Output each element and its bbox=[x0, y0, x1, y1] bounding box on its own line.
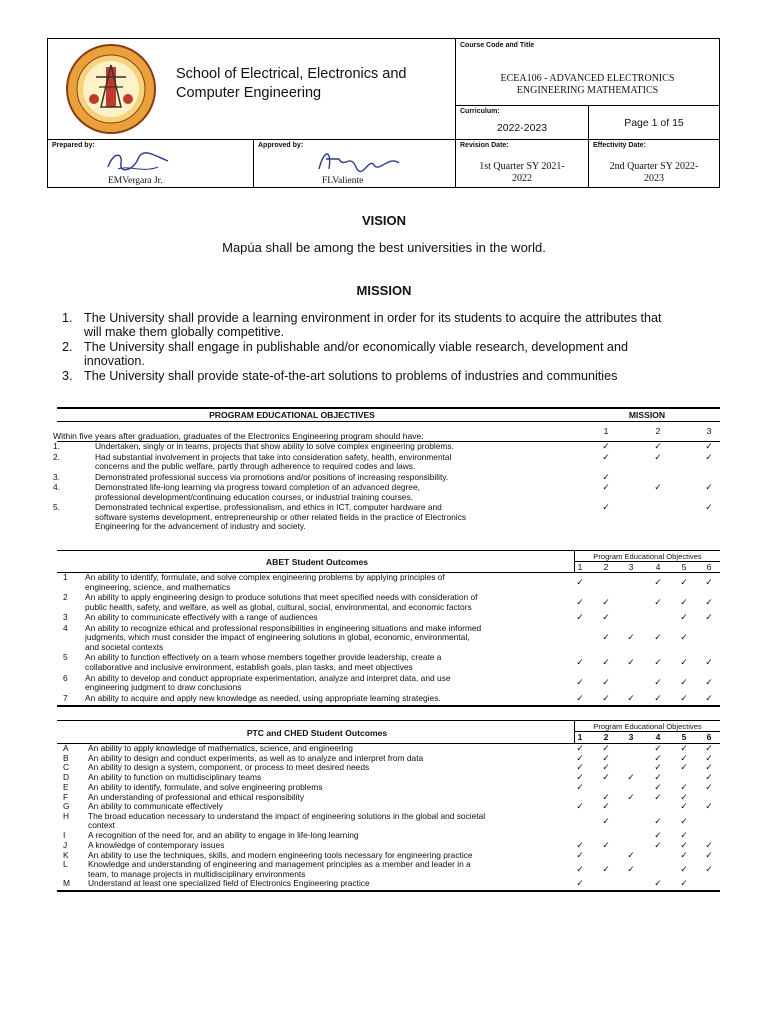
table-bottom-rule bbox=[57, 890, 720, 892]
peo-row-number: 1. bbox=[53, 441, 60, 451]
mission-item-number: 3. bbox=[62, 369, 73, 383]
outcome-row-label: B bbox=[63, 752, 69, 763]
check-icon: ✓ bbox=[680, 576, 688, 587]
peo-col-header: 5 bbox=[681, 562, 687, 572]
school-seal-logo bbox=[56, 41, 166, 137]
outcome-row bbox=[57, 593, 720, 612]
outcome-row-text: collaborative and inclusive environment, establish goals, plan tasks, and meet objectives bbox=[85, 661, 413, 672]
peo-row-text: software systems development, entrepreneurship or other related fields in the practice of Electronics bbox=[95, 511, 467, 522]
outcome-row-text: Understand at least one specialized field of Electronics Engineering practice bbox=[88, 878, 370, 889]
outcome-row-text: An ability to communicate effectively with a range of audiences bbox=[85, 612, 318, 623]
check-icon: ✓ bbox=[576, 692, 584, 703]
check-icon: ✓ bbox=[602, 632, 610, 643]
outcome-row-text: An ability to acquire and apply new knowledge as needed, using appropriate learning strategies. bbox=[85, 692, 441, 703]
check-icon: ✓ bbox=[680, 692, 688, 703]
outcome-row-text: engineering judgment to draw conclusions bbox=[85, 682, 242, 693]
check-icon: ✓ bbox=[705, 801, 713, 812]
outcome-row-text: judgments, which must consider the impact of engineering solutions in global, economic, environmental, bbox=[85, 632, 470, 643]
outcome-row-label: J bbox=[63, 839, 68, 850]
table-top-rule bbox=[57, 720, 720, 721]
check-icon: ✓ bbox=[705, 849, 713, 860]
approved-signature bbox=[314, 147, 404, 177]
peo-col-header: 4 bbox=[655, 562, 661, 572]
outcome-row-label: M bbox=[63, 878, 70, 889]
check-icon: ✓ bbox=[576, 849, 584, 860]
outcome-row-label: I bbox=[63, 830, 66, 841]
mission-item bbox=[62, 311, 722, 339]
curriculum-label: Curriculum: bbox=[460, 108, 500, 115]
check-icon: ✓ bbox=[680, 752, 688, 763]
peo-row-text: Demonstrated professional success via promotions and/or positions of increasing responsibility. bbox=[95, 471, 449, 482]
outcome-row-text: public health, safety, and welfare, as well as global, cultural, social, environmental, and economic factors bbox=[85, 601, 472, 612]
outcome-row-label: F bbox=[63, 791, 69, 802]
peo-title: PROGRAM EDUCATIONAL OBJECTIVES bbox=[209, 410, 375, 420]
peo-col-header: 1 bbox=[577, 732, 583, 742]
check-icon: ✓ bbox=[576, 863, 584, 874]
check-icon: ✓ bbox=[680, 878, 688, 889]
ptc-title: PTC and CHED Student Outcomes bbox=[246, 728, 388, 738]
peo-row-number: 4. bbox=[53, 482, 60, 492]
ptc-table bbox=[57, 720, 720, 900]
check-icon: ✓ bbox=[705, 451, 713, 462]
outcome-row bbox=[57, 573, 720, 592]
check-icon: ✓ bbox=[627, 692, 635, 703]
check-icon: ✓ bbox=[654, 632, 662, 643]
peo-header: Program Educational Objectives bbox=[593, 722, 702, 731]
outcome-row-label: G bbox=[63, 801, 70, 812]
outcome-row-text: and societal contexts bbox=[85, 641, 164, 652]
effectivity-date-line-2: 2023 bbox=[644, 173, 664, 184]
check-icon: ✓ bbox=[705, 781, 713, 792]
check-icon: ✓ bbox=[602, 596, 610, 607]
check-icon: ✓ bbox=[705, 772, 713, 783]
school-name bbox=[176, 65, 456, 103]
outcome-row-text: An ability to identify, formulate, and solve complex engineering problems by applying principles of bbox=[85, 572, 445, 582]
outcome-row-label: C bbox=[63, 762, 70, 773]
outcome-row bbox=[57, 694, 720, 704]
outcome-row-text: context bbox=[88, 820, 116, 831]
check-icon: ✓ bbox=[602, 471, 610, 482]
peo-row-number: 3. bbox=[53, 471, 60, 482]
check-icon: ✓ bbox=[627, 791, 635, 802]
check-icon: ✓ bbox=[654, 781, 662, 792]
check-icon: ✓ bbox=[602, 863, 610, 874]
outcome-row bbox=[57, 783, 720, 793]
check-icon: ✓ bbox=[576, 657, 584, 668]
prepared-by-name: EMVergara Jr. bbox=[108, 176, 163, 186]
document-header bbox=[47, 38, 720, 188]
outcome-row-label: D bbox=[63, 772, 70, 783]
check-icon: ✓ bbox=[654, 441, 662, 451]
check-icon: ✓ bbox=[576, 781, 584, 792]
check-icon: ✓ bbox=[576, 762, 584, 773]
mission-item bbox=[62, 340, 722, 368]
outcome-row-text: An ability to design a system, component, or process to meet desired needs bbox=[88, 762, 370, 773]
course-title-line-2: ENGINEERING MATHEMATICS bbox=[516, 85, 659, 96]
check-icon: ✓ bbox=[654, 815, 662, 826]
outcome-row-label: K bbox=[63, 849, 69, 860]
outcome-row-text: An ability to function on multidisciplinary teams bbox=[88, 772, 262, 783]
check-icon: ✓ bbox=[602, 612, 610, 623]
check-icon: ✓ bbox=[680, 612, 688, 623]
mission-item-line-2: innovation. bbox=[84, 354, 145, 368]
peo-row-text: Undertaken, singly or in teams, projects that show ability to solve complex engineering problems. bbox=[95, 441, 454, 451]
check-icon: ✓ bbox=[705, 743, 713, 753]
logo-cell bbox=[48, 39, 173, 139]
outcome-row-label: 7 bbox=[63, 692, 68, 703]
course-title-line-1: ECEA106 - ADVANCED ELECTRONICS bbox=[500, 73, 675, 84]
revision-date-value bbox=[456, 161, 588, 185]
peo-row-text: Had substantial involvement in projects that take into consideration safety, health, environmental bbox=[95, 451, 452, 462]
outcome-row-label: L bbox=[63, 859, 68, 870]
peo-row-text: Demonstrated life-long learning via progress toward completion of an advanced degree, bbox=[95, 482, 420, 492]
school-name-line-1: School of Electrical, Electronics and bbox=[176, 66, 407, 82]
check-icon: ✓ bbox=[627, 849, 635, 860]
mission-item-line-1: The University shall provide a learning environment in order for its students to acquire the attributes that bbox=[84, 311, 662, 325]
check-icon: ✓ bbox=[576, 596, 584, 607]
revision-date-line-2: 2022 bbox=[512, 173, 532, 184]
outcome-row-text: engineering, science, and mathematics bbox=[85, 581, 231, 592]
mission-item-line-1: The University shall engage in publishable and/or economically viable research, development and bbox=[84, 340, 628, 354]
table-top-rule bbox=[57, 550, 720, 551]
outcome-row-label: 3 bbox=[63, 612, 68, 623]
check-icon: ✓ bbox=[654, 657, 662, 668]
check-icon: ✓ bbox=[602, 677, 610, 688]
vision-text: Mapúa shall be among the best universities in the world. bbox=[222, 240, 546, 255]
check-icon: ✓ bbox=[654, 692, 662, 703]
peo-intro: Within five years after graduation, graduates of the Electronics Engineering program should have: bbox=[53, 431, 424, 441]
outcome-row-text: Knowledge and understanding of engineering and management principles as a member and leader in a bbox=[88, 859, 471, 870]
outcome-row-text: A recognition of the need for, and an ability to engage in life-long learning bbox=[88, 830, 359, 841]
check-icon: ✓ bbox=[705, 839, 713, 850]
outcome-row bbox=[57, 860, 720, 879]
check-icon: ✓ bbox=[602, 752, 610, 763]
outcome-row-label: 2 bbox=[63, 592, 68, 603]
peo-row bbox=[53, 451, 720, 472]
prepared-signature bbox=[103, 147, 173, 175]
check-icon: ✓ bbox=[680, 863, 688, 874]
check-icon: ✓ bbox=[576, 752, 584, 763]
school-name-line-2: Computer Engineering bbox=[176, 85, 322, 101]
check-icon: ✓ bbox=[576, 839, 584, 850]
check-icon: ✓ bbox=[680, 743, 688, 753]
check-icon: ✓ bbox=[602, 772, 610, 783]
check-icon: ✓ bbox=[602, 441, 610, 451]
outcome-row-label: 1 bbox=[63, 572, 68, 582]
check-icon: ✓ bbox=[576, 677, 584, 688]
check-icon: ✓ bbox=[654, 482, 662, 492]
check-icon: ✓ bbox=[627, 632, 635, 643]
check-icon: ✓ bbox=[627, 863, 635, 874]
check-icon: ✓ bbox=[705, 441, 713, 451]
check-icon: ✓ bbox=[705, 612, 713, 623]
outcome-row-text: An ability to function effectively on a team whose members together provide leadership, create a bbox=[85, 652, 442, 663]
outcome-row-text: An ability to use the techniques, skills, and modern engineering tools necessary for engineering practice bbox=[88, 849, 473, 860]
outcome-row-text: A knowledge of contemporary issues bbox=[88, 839, 225, 850]
abet-table bbox=[57, 550, 720, 710]
check-icon: ✓ bbox=[705, 677, 713, 688]
outcome-row-text: An ability to apply engineering design to produce solutions that meet specified needs with consideration of bbox=[85, 592, 478, 603]
course-code-label: Course Code and Title bbox=[460, 42, 535, 49]
check-icon: ✓ bbox=[576, 801, 584, 812]
check-icon: ✓ bbox=[705, 752, 713, 763]
effectivity-date-label: Effectivity Date: bbox=[593, 142, 646, 149]
table-bottom-rule bbox=[57, 705, 720, 707]
peo-col-header: 5 bbox=[681, 732, 687, 742]
outcome-row-text: An ability to identify, formulate, and solve engineering problems bbox=[88, 781, 323, 792]
outcome-row-label: H bbox=[63, 810, 70, 821]
outcome-row bbox=[57, 653, 720, 672]
check-icon: ✓ bbox=[602, 692, 610, 703]
check-icon: ✓ bbox=[680, 632, 688, 643]
check-icon: ✓ bbox=[602, 743, 610, 753]
peo-row-text: professional development/continuing education courses, or industrial training courses. bbox=[95, 491, 413, 502]
peo-col-header: 2 bbox=[603, 562, 609, 572]
check-icon: ✓ bbox=[654, 752, 662, 763]
check-icon: ✓ bbox=[654, 451, 662, 462]
check-icon: ✓ bbox=[654, 576, 662, 587]
check-icon: ✓ bbox=[654, 791, 662, 802]
peo-col-header: 6 bbox=[706, 562, 712, 572]
check-icon: ✓ bbox=[705, 576, 713, 587]
check-icon: ✓ bbox=[576, 772, 584, 783]
outcome-row-text: team, to manage projects in multidisciplinary environments bbox=[88, 868, 306, 879]
check-icon: ✓ bbox=[602, 801, 610, 812]
check-icon: ✓ bbox=[602, 451, 610, 462]
outcome-row-text: An understanding of professional and ethical responsibility bbox=[88, 791, 305, 802]
outcome-row-label: 5 bbox=[63, 652, 68, 663]
mission-item-line-2: will make them globally competitive. bbox=[84, 325, 285, 339]
check-icon: ✓ bbox=[654, 743, 662, 753]
page-number: Page 1 of 15 bbox=[624, 117, 684, 129]
mission-item bbox=[62, 369, 722, 383]
peo-header-rule bbox=[575, 561, 720, 562]
check-icon: ✓ bbox=[680, 830, 688, 841]
peo-row bbox=[53, 471, 720, 483]
check-icon: ✓ bbox=[654, 878, 662, 889]
check-icon: ✓ bbox=[602, 482, 610, 492]
check-icon: ✓ bbox=[705, 692, 713, 703]
outcome-row-text: An ability to develop and conduct appropriate experimentation, analyze and interpret data, and use bbox=[85, 672, 451, 683]
header-rule bbox=[57, 421, 720, 422]
check-icon: ✓ bbox=[680, 849, 688, 860]
check-icon: ✓ bbox=[705, 762, 713, 773]
check-icon: ✓ bbox=[576, 743, 584, 753]
peo-col-header: 3 bbox=[628, 732, 634, 742]
peo-row bbox=[53, 441, 720, 452]
check-icon: ✓ bbox=[680, 791, 688, 802]
peo-col-header: 6 bbox=[706, 732, 712, 742]
check-icon: ✓ bbox=[627, 772, 635, 783]
check-icon: ✓ bbox=[602, 502, 610, 512]
check-icon: ✓ bbox=[654, 839, 662, 850]
mission-col-header: 2 bbox=[655, 426, 661, 436]
check-icon: ✓ bbox=[654, 762, 662, 773]
outcome-row-label: A bbox=[63, 743, 69, 753]
check-icon: ✓ bbox=[680, 762, 688, 773]
outcome-row-label: 6 bbox=[63, 672, 68, 683]
outcome-row-text: An ability to design and conduct experiments, as well as to analyze and interpret from data bbox=[88, 752, 424, 763]
peo-row bbox=[53, 482, 720, 502]
check-icon: ✓ bbox=[602, 839, 610, 850]
peo-row-text: concerns and the public welfare, partly through adherence to required codes and laws. bbox=[95, 461, 416, 471]
course-title bbox=[456, 73, 719, 97]
check-icon: ✓ bbox=[627, 657, 635, 668]
check-icon: ✓ bbox=[705, 482, 713, 492]
approved-by-label: Approved by: bbox=[258, 142, 304, 149]
mission-title: MISSION bbox=[356, 283, 412, 298]
check-icon: ✓ bbox=[576, 612, 584, 623]
mission-item-number: 2. bbox=[62, 340, 73, 354]
check-icon: ✓ bbox=[654, 596, 662, 607]
outcome-row bbox=[57, 812, 720, 831]
peo-header-rule bbox=[575, 731, 720, 732]
check-icon: ✓ bbox=[576, 878, 584, 889]
check-icon: ✓ bbox=[705, 863, 713, 874]
peo-col-header: 3 bbox=[628, 562, 634, 572]
peo-header: Program Educational Objectives bbox=[593, 552, 702, 561]
check-icon: ✓ bbox=[576, 576, 584, 587]
mission-item-line-1: The University shall provide state-of-the-art solutions to problems of industries and communities bbox=[84, 369, 618, 383]
mission-list bbox=[62, 311, 722, 384]
effectivity-date-value bbox=[589, 161, 719, 185]
check-icon: ✓ bbox=[680, 781, 688, 792]
revision-date-line-1: 1st Quarter SY 2021- bbox=[479, 161, 565, 172]
prepared-by-label: Prepared by: bbox=[52, 142, 95, 149]
peo-row-number: 5. bbox=[53, 502, 60, 512]
peo-col-header: 2 bbox=[603, 732, 609, 742]
mission-col-header: 3 bbox=[706, 426, 712, 436]
curriculum-value: 2022-2023 bbox=[496, 122, 548, 134]
outcome-row-label: E bbox=[63, 781, 69, 792]
mission-header: MISSION bbox=[628, 410, 666, 420]
revision-date-label: Revision Date: bbox=[460, 142, 509, 149]
abet-title: ABET Student Outcomes bbox=[265, 557, 369, 567]
check-icon: ✓ bbox=[654, 830, 662, 841]
check-icon: ✓ bbox=[602, 815, 610, 826]
outcome-row-text: An ability to apply knowledge of mathematics, science, and engineering bbox=[88, 743, 353, 753]
peo-col-header: 1 bbox=[577, 562, 583, 572]
outcome-row bbox=[57, 674, 720, 693]
outcome-row bbox=[57, 841, 720, 851]
check-icon: ✓ bbox=[680, 657, 688, 668]
peo-col-header: 4 bbox=[655, 732, 661, 742]
outcome-row-text: An ability to communicate effectively bbox=[88, 801, 223, 812]
approved-by-name: FLValiente bbox=[322, 176, 364, 186]
check-icon: ✓ bbox=[680, 839, 688, 850]
table-top-rule bbox=[57, 407, 720, 409]
check-icon: ✓ bbox=[680, 801, 688, 812]
mission-col-header: 1 bbox=[603, 426, 609, 436]
mission-item-number: 1. bbox=[62, 311, 73, 325]
vision-title: VISION bbox=[361, 213, 407, 228]
check-icon: ✓ bbox=[705, 596, 713, 607]
check-icon: ✓ bbox=[680, 596, 688, 607]
peo-row-text: Demonstrated technical expertise, professionalism, and ethics in ICT, computer hardware and bbox=[95, 502, 442, 512]
outcome-row-label: 4 bbox=[63, 622, 68, 633]
check-icon: ✓ bbox=[654, 677, 662, 688]
effectivity-date-line-1: 2nd Quarter SY 2022- bbox=[609, 161, 699, 172]
peo-row-text: Engineering for the advancement of industry and society. bbox=[95, 521, 306, 531]
check-icon: ✓ bbox=[680, 815, 688, 826]
peo-row-number: 2. bbox=[53, 451, 60, 462]
check-icon: ✓ bbox=[654, 772, 662, 783]
check-icon: ✓ bbox=[602, 762, 610, 773]
check-icon: ✓ bbox=[680, 677, 688, 688]
check-icon: ✓ bbox=[602, 791, 610, 802]
outcome-row-text: The broad education necessary to understand the impact of engineering solutions in the global and societal bbox=[88, 810, 486, 821]
peo-row bbox=[53, 502, 720, 532]
peo-table bbox=[53, 407, 720, 537]
outcome-row bbox=[57, 624, 720, 653]
check-icon: ✓ bbox=[705, 657, 713, 668]
outcome-row bbox=[57, 613, 720, 623]
check-icon: ✓ bbox=[602, 657, 610, 668]
outcome-row bbox=[57, 879, 720, 889]
check-icon: ✓ bbox=[705, 502, 713, 512]
outcome-row-text: An ability to recognize ethical and professional responsibilities in engineering situations and make informed bbox=[85, 622, 482, 633]
